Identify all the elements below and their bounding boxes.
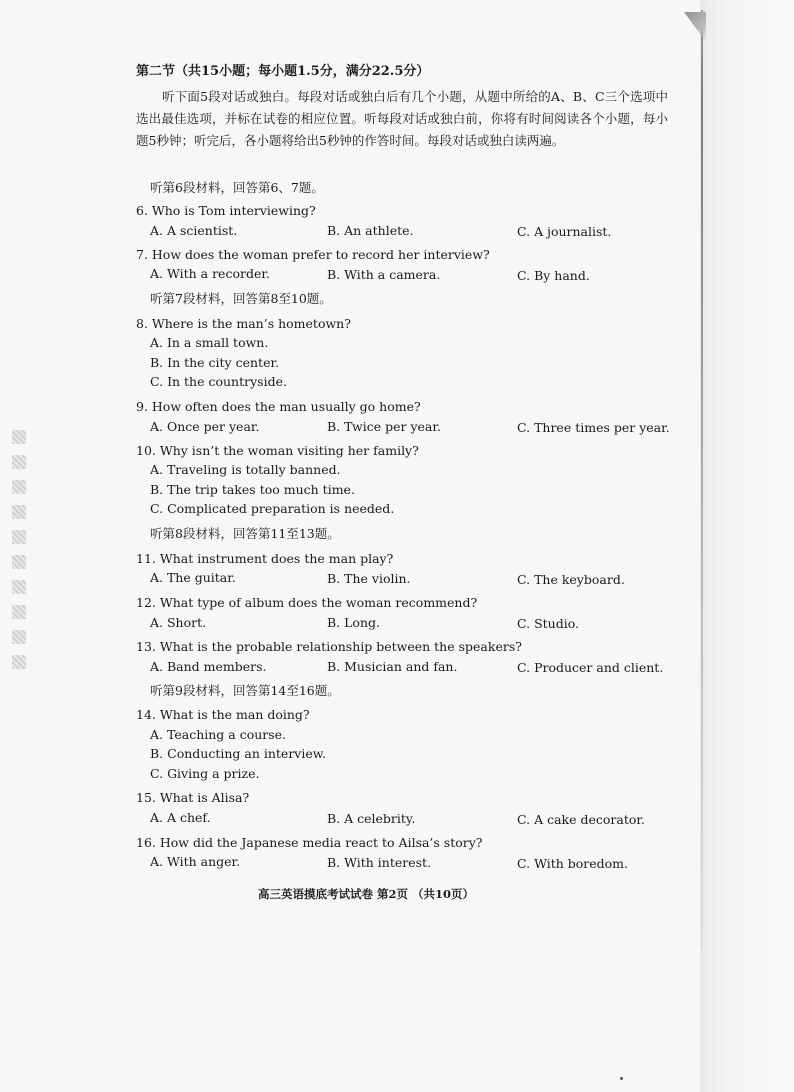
question-16-option-c: C. With boredom.: [517, 856, 628, 871]
question-9: 9. How often does the man usually go home?: [136, 399, 421, 414]
question-8-option-c: C. In the countryside.: [150, 374, 287, 389]
question-9-option-b: B. Twice per year.: [327, 419, 441, 434]
scan-speck: [620, 1077, 623, 1080]
question-12-option-c: C. Studio.: [517, 616, 579, 631]
question-16: 16. How did the Japanese media react to Ailsa’s story?: [136, 835, 483, 850]
question-11-option-b: B. The violin.: [327, 571, 411, 586]
question-14-option-b: B. Conducting an interview.: [150, 746, 326, 761]
prompt-passage-6: 听第6段材料，回答第6、7题。: [150, 180, 324, 195]
prompt-passage-9: 听第9段材料，回答第14至16题。: [150, 683, 340, 698]
question-9-option-c: C. Three times per year.: [517, 420, 670, 435]
question-7-option-a: A. With a recorder.: [150, 266, 270, 281]
question-13-option-b: B. Musician and fan.: [327, 659, 458, 674]
section-instructions: 听下面5段对话或独白。每段对话或独白后有几个小题，从题中所给的A、B、C三个选项中选出最佳选项，并标在试卷的相应位置。听每段对话或独白前，你将有时间阅读各个小题，每小题5秒钟；听完后，各小题将给出5秒钟的作答时间。每段对话或独白读两遍。: [136, 89, 668, 148]
page-footer: 高三英语摸底考试试卷 第2页 （共10页）: [258, 887, 475, 901]
prompt-passage-8: 听第8段材料，回答第11至13题。: [150, 526, 340, 541]
question-9-option-a: A. Once per year.: [150, 419, 260, 434]
question-11: 11. What instrument does the man play?: [136, 551, 394, 566]
question-11-option-a: A. The guitar.: [150, 570, 236, 585]
question-13-option-c: C. Producer and client.: [517, 660, 664, 675]
scan-shadow: [700, 0, 794, 1092]
question-15: 15. What is Alisa?: [136, 790, 250, 805]
question-15-option-c: C. A cake decorator.: [517, 812, 645, 827]
binding-marks: [12, 430, 26, 680]
question-12-option-b: B. Long.: [327, 615, 380, 630]
prompt-passage-7: 听第7段材料，回答第8至10题。: [150, 291, 332, 306]
question-8-option-b: B. In the city center.: [150, 355, 280, 370]
question-13-option-a: A. Band members.: [150, 659, 267, 674]
question-10-option-c: C. Complicated preparation is needed.: [150, 501, 395, 516]
question-13: 13. What is the probable relationship between the speakers?: [136, 639, 522, 654]
section-title: 第二节（共15小题；每小题1.5分，满分22.5分）: [136, 64, 430, 79]
question-16-option-a: A. With anger.: [150, 854, 241, 869]
question-15-option-b: B. A celebrity.: [327, 811, 416, 826]
question-14: 14. What is the man doing?: [136, 707, 310, 722]
question-14-option-c: C. Giving a prize.: [150, 766, 260, 781]
question-14-option-a: A. Teaching a course.: [150, 727, 287, 742]
question-10: 10. Why isn’t the woman visiting her family?: [136, 443, 419, 458]
question-6-option-a: A. A scientist.: [150, 223, 238, 238]
question-10-option-b: B. The trip takes too much time.: [150, 482, 355, 497]
question-6: 6. Who is Tom interviewing?: [136, 203, 316, 218]
page-fold-line: [701, 10, 703, 950]
question-12: 12. What type of album does the woman recommend?: [136, 595, 478, 610]
question-8: 8. Where is the man’s hometown?: [136, 316, 351, 331]
question-7: 7. How does the woman prefer to record her interview?: [136, 247, 490, 262]
question-15-option-a: A. A chef.: [150, 810, 211, 825]
question-12-option-a: A. Short.: [150, 615, 207, 630]
question-6-option-c: C. A journalist.: [517, 224, 612, 239]
question-7-option-c: C. By hand.: [517, 268, 590, 283]
question-6-option-b: B. An athlete.: [327, 223, 414, 238]
question-8-option-a: A. In a small town.: [150, 335, 269, 350]
question-7-option-b: B. With a camera.: [327, 267, 441, 282]
question-16-option-b: B. With interest.: [327, 855, 432, 870]
question-10-option-a: A. Traveling is totally banned.: [150, 462, 341, 477]
question-11-option-c: C. The keyboard.: [517, 572, 625, 587]
